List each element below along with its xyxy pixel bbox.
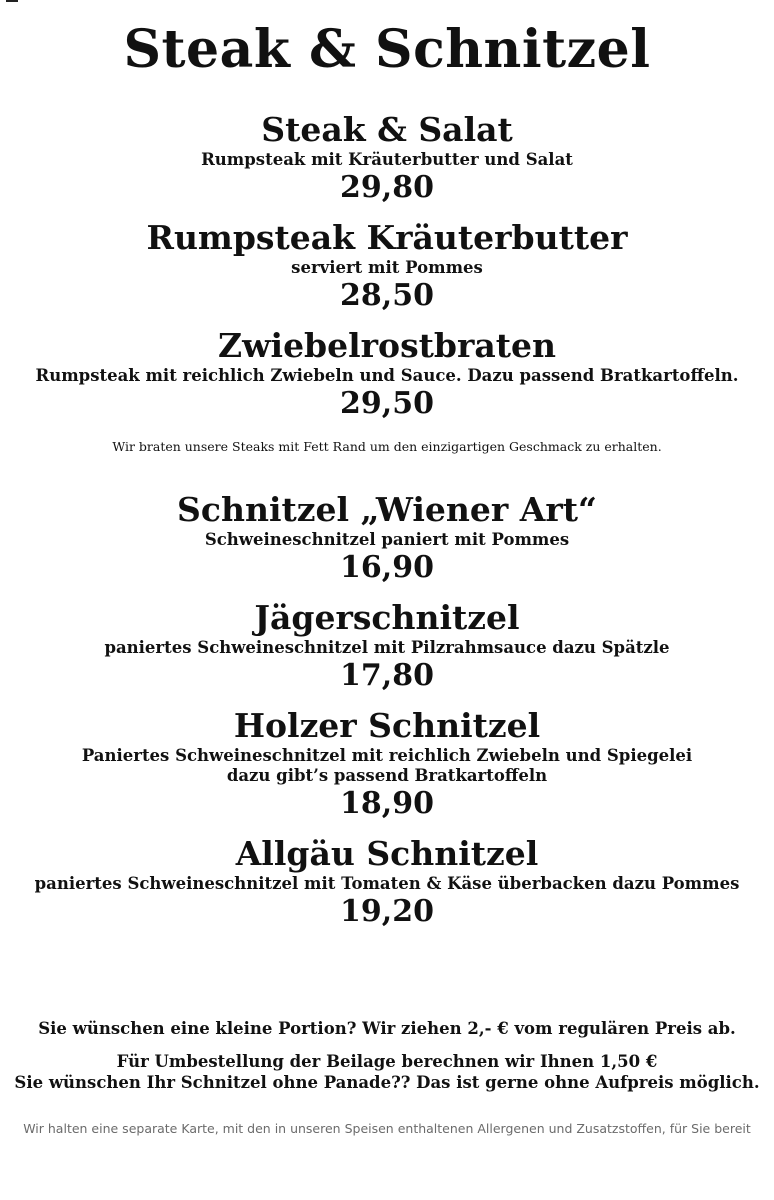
item-description: Rumpsteak mit Kräuterbutter und Salat [201,150,573,169]
item-name: Rumpsteak Kräuterbutter [146,218,628,257]
menu-items [0,110,774,942]
item-name: Zwiebelrostbraten [218,326,556,365]
item-name: Steak & Salat [261,110,513,149]
item-price: 16,90 [340,550,434,585]
menu-item-holzer-schnitzel [0,706,774,824]
item-price: 29,50 [340,386,434,421]
item-name: Allgäu Schnitzel [235,834,539,873]
menu-item-jaegerschnitzel [0,598,774,696]
page-title: Steak & Schnitzel [123,19,651,80]
item-description: Schweineschnitzel paniert mit Pommes [204,530,570,549]
menu-item-zwiebelrostbraten [0,326,774,424]
corner-mark [6,0,18,2]
menu-item-allgaeu-schnitzel [0,834,774,932]
menu-item-wiener-art [0,490,774,588]
allergen-note: Wir halten eine separate Karte, mit den in unseren Speisen enthaltenen Allergenen und Zusatzstoffen, für Sie bereit [23,1121,751,1136]
item-name: Jägerschnitzel [254,598,520,637]
item-description: Rumpsteak mit reichlich Zwiebeln und Sauce. Dazu passend Bratkartoffeln. [35,366,739,385]
item-description: paniertes Schweineschnitzel mit Tomaten & Käse überbacken dazu Pommes [34,874,740,893]
no-breading-note: Sie wünschen Ihr Schnitzel ohne Panade?? Das ist gerne ohne Aufpreis möglich. [14,1073,760,1092]
item-description: Paniertes Schweineschnitzel mit reichlich Zwiebeln und Spiegelei [81,746,693,765]
item-price: 18,90 [340,786,434,821]
item-name: Schnitzel „Wiener Art“ [177,490,597,529]
item-name: Holzer Schnitzel [233,706,541,745]
menu-item-rumpsteak [0,218,774,316]
item-description: dazu gibt’s passend Bratkartoffeln [226,766,548,785]
menu-notes [0,1018,774,1093]
side-change-note: Für Umbestellung der Beilage berechnen wir Ihnen 1,50 € [116,1052,658,1071]
item-price: 28,50 [340,278,434,313]
small-portion-note: Sie wünschen eine kleine Portion? Wir ziehen 2,- € vom regulären Preis ab. [38,1019,736,1038]
item-price: 17,80 [340,658,434,693]
steak-note: Wir braten unsere Steaks mit Fett Rand um den einzigartigen Geschmack zu erhalten. [112,439,662,454]
item-description: serviert mit Pommes [291,258,483,277]
item-description: paniertes Schweineschnitzel mit Pilzrahmsauce dazu Spätzle [104,638,670,657]
item-price: 19,20 [340,894,434,929]
item-price: 29,80 [340,170,434,205]
menu-item-steak-salat [0,110,774,208]
